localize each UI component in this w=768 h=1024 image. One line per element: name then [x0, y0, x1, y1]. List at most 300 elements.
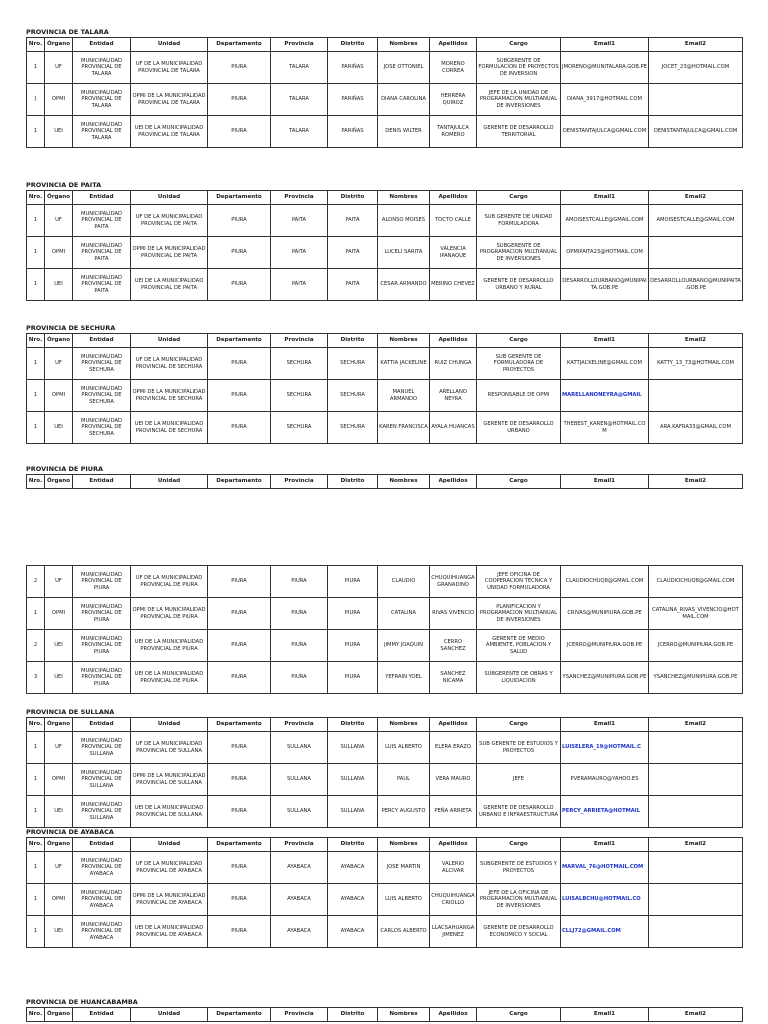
column-header-entidad: Entidad [73, 38, 131, 52]
cell-nro: 1 [27, 52, 45, 84]
column-header-unidad: Unidad [131, 191, 208, 205]
cell-apellidos: MERINO CHEVEZ [430, 269, 477, 301]
column-header-organo: Órgano [45, 475, 73, 489]
column-header-apellidos: Apellidos [430, 475, 477, 489]
cell-unidad: OPMI DE LA MUNICIPALIDAD PROVINCIAL DE TALARA [131, 84, 208, 116]
cell-email2 [649, 796, 743, 828]
cell-cargo: SUB GERENTE DE FORMULADORA DE PROYECTOS [477, 348, 561, 380]
cell-entidad: MUNICIPALIDAD PROVINCIAL DE PAITA [73, 269, 131, 301]
cell-email1: DESARROLLOURBANO@MUNIPAITA.GOB.PE [561, 269, 649, 301]
table-header-row [27, 334, 743, 348]
cell-entidad: MUNICIPALIDAD PROVINCIAL DE SULLANA [73, 732, 131, 764]
table-row [27, 412, 743, 444]
cell-distrito: PARIÑAS [328, 84, 378, 116]
cell-distrito: PIURA [328, 662, 378, 694]
table-row [27, 662, 743, 694]
cell-entidad: MUNICIPALIDAD PROVINCIAL DE SULLANA [73, 796, 131, 828]
column-header-apellidos: Apellidos [430, 191, 477, 205]
cell-distrito: AYABACA [328, 852, 378, 884]
table-header-row [27, 718, 743, 732]
cell-entidad: MUNICIPALIDAD PROVINCIAL DE TALARA [73, 116, 131, 148]
column-header-cargo: Cargo [477, 838, 561, 852]
cell-apellidos: VALENCIA IPANAQUE [430, 237, 477, 269]
column-header-cargo: Cargo [477, 191, 561, 205]
cell-email1: AMOISESTCALLE@GMAIL.COM [561, 205, 649, 237]
cell-unidad: UF DE LA MUNICIPALIDAD PROVINCIAL DE SECHURA [131, 348, 208, 380]
column-header-nombres: Nombres [378, 475, 430, 489]
cell-departamento: PIURA [208, 916, 271, 948]
cell-nro: 2 [27, 630, 45, 662]
column-header-cargo: Cargo [477, 38, 561, 52]
cell-provincia: SECHURA [271, 348, 328, 380]
cell-entidad: MUNICIPALIDAD PROVINCIAL DE PIURA [73, 566, 131, 598]
province-title: PROVINCIA DE PIURA [26, 465, 104, 473]
section-talara [26, 28, 742, 148]
province-title: PROVINCIA DE SULLANA [26, 708, 115, 716]
column-header-provincia: Provincia [271, 718, 328, 732]
cell-email2: YSANCHEZ@MUNIPIURA.GOB.PE [649, 662, 743, 694]
cell-entidad: MUNICIPALIDAD PROVINCIAL DE AYABACA [73, 884, 131, 916]
cell-nombres: ALONSO MOISES [378, 205, 430, 237]
cell-apellidos: TOCTO CALLE [430, 205, 477, 237]
column-header-email2: Email2 [649, 838, 743, 852]
column-header-distrito: Distrito [328, 838, 378, 852]
contacts-table [26, 837, 743, 948]
cell-email1[interactable]: MARELLANONEYRA@GMAIL [561, 380, 649, 412]
cell-unidad: UEI DE LA MUNICIPALIDAD PROVINCIAL DE PIURA [131, 662, 208, 694]
cell-organo: UF [45, 205, 73, 237]
cell-nro: 1 [27, 884, 45, 916]
cell-distrito: SECHURA [328, 348, 378, 380]
province-title: PROVINCIA DE SECHURA [26, 324, 116, 332]
cell-nombres: JOSE OTTONIEL [378, 52, 430, 84]
cell-entidad: MUNICIPALIDAD PROVINCIAL DE SECHURA [73, 380, 131, 412]
cell-cargo: RESPONSABLE DE OPMI [477, 380, 561, 412]
cell-cargo: SUBGERENTE DE ESTUDIOS Y PROYECTOS [477, 852, 561, 884]
section-sechura [26, 324, 742, 444]
cell-provincia: PIURA [271, 662, 328, 694]
column-header-nro: Nro. [27, 334, 45, 348]
cell-nombres: DENIS WILTER [378, 116, 430, 148]
cell-provincia: AYABACA [271, 852, 328, 884]
cell-organo: UEI [45, 796, 73, 828]
section-huancabamba [26, 998, 742, 1022]
column-header-unidad: Unidad [131, 38, 208, 52]
cell-unidad: OPMI DE LA MUNICIPALIDAD PROVINCIAL DE PIURA [131, 598, 208, 630]
cell-email2: KATTY_13_73@HOTMAIL.COM [649, 348, 743, 380]
cell-departamento: PIURA [208, 116, 271, 148]
cell-provincia: PAITA [271, 237, 328, 269]
column-header-apellidos: Apellidos [430, 718, 477, 732]
cell-entidad: MUNICIPALIDAD PROVINCIAL DE PIURA [73, 662, 131, 694]
cell-email1[interactable]: CLLJ72@GMAIL.COM [561, 916, 649, 948]
column-header-provincia: Provincia [271, 38, 328, 52]
column-header-distrito: Distrito [328, 718, 378, 732]
cell-email2 [649, 916, 743, 948]
cell-organo: UF [45, 52, 73, 84]
cell-entidad: MUNICIPALIDAD PROVINCIAL DE SECHURA [73, 412, 131, 444]
cell-nombres: KAREN FRANCISCA [378, 412, 430, 444]
cell-nro: 2 [27, 566, 45, 598]
cell-email2: CLAUDIOCHUQ8@GMAIL.COM [649, 566, 743, 598]
cell-provincia: AYABACA [271, 884, 328, 916]
cell-email1[interactable]: LUISALBCHU@HOTMAIL.CO [561, 884, 649, 916]
column-header-entidad: Entidad [73, 838, 131, 852]
cell-departamento: PIURA [208, 52, 271, 84]
cell-apellidos: MORENO CORREA [430, 52, 477, 84]
column-header-nombres: Nombres [378, 1008, 430, 1022]
table-row [27, 84, 743, 116]
cell-apellidos: RIVAS VIVENCIO [430, 598, 477, 630]
cell-apellidos: HERRERA QUIROZ [430, 84, 477, 116]
contacts-table [26, 190, 743, 301]
cell-organo: UF [45, 566, 73, 598]
cell-email1[interactable]: PERCY_ARRIETA@HOTMAIL [561, 796, 649, 828]
cell-distrito: PAITA [328, 205, 378, 237]
cell-organo: OPMI [45, 764, 73, 796]
table-row [27, 116, 743, 148]
cell-nombres: JOSE MARTIN [378, 852, 430, 884]
cell-apellidos: CHUQUIHUANGA CRIOLLO [430, 884, 477, 916]
contacts-table [26, 37, 743, 148]
cell-entidad: MUNICIPALIDAD PROVINCIAL DE SECHURA [73, 348, 131, 380]
province-title: PROVINCIA DE TALARA [26, 28, 109, 36]
cell-nombres: PAUL [378, 764, 430, 796]
cell-nombres: YEFRAIN YOEL [378, 662, 430, 694]
cell-unidad: UF DE LA MUNICIPALIDAD PROVINCIAL DE PIURA [131, 566, 208, 598]
cell-nombres: LUIS ALBERTO [378, 884, 430, 916]
column-header-email1: Email1 [561, 38, 649, 52]
cell-unidad: UEI DE LA MUNICIPALIDAD PROVINCIAL DE PIURA [131, 630, 208, 662]
cell-email2 [649, 380, 743, 412]
cell-cargo: JEFE DE LA OFICINA DE PROGRAMACION MULTIANUAL DE INVERSIONES [477, 884, 561, 916]
column-header-distrito: Distrito [328, 334, 378, 348]
cell-apellidos: AYALA HUANCAS [430, 412, 477, 444]
section-ayabaca [26, 828, 742, 948]
cell-distrito: SECHURA [328, 380, 378, 412]
cell-organo: OPMI [45, 884, 73, 916]
cell-provincia: PAITA [271, 205, 328, 237]
cell-departamento: PIURA [208, 84, 271, 116]
column-header-email2: Email2 [649, 191, 743, 205]
cell-nombres: MANUEL ARMANDO [378, 380, 430, 412]
column-header-nro: Nro. [27, 475, 45, 489]
column-header-apellidos: Apellidos [430, 838, 477, 852]
column-header-nombres: Nombres [378, 191, 430, 205]
cell-email1: YSANCHEZ@MUNIPIURA.GOB.PE [561, 662, 649, 694]
column-header-nro: Nro. [27, 838, 45, 852]
cell-cargo: JEFE DE LA UNIDAD DE PROGRAMACION MULTIANUAL DE INVERSIONES [477, 84, 561, 116]
cell-provincia: PIURA [271, 598, 328, 630]
column-header-nro: Nro. [27, 1008, 45, 1022]
column-header-apellidos: Apellidos [430, 38, 477, 52]
cell-email2 [649, 764, 743, 796]
column-header-unidad: Unidad [131, 718, 208, 732]
cell-departamento: PIURA [208, 269, 271, 301]
cell-email1[interactable]: LUISELERA_19@HOTMAIL.C [561, 732, 649, 764]
table-row [27, 916, 743, 948]
section-piura [26, 465, 742, 489]
cell-email1: PVERAMAURO@YAHOO.ES [561, 764, 649, 796]
cell-email2: CATALINA_RIVAS_VIVENCIO@HOTMAIL.COM [649, 598, 743, 630]
table-row [27, 205, 743, 237]
column-header-organo: Órgano [45, 838, 73, 852]
column-header-departamento: Departamento [208, 1008, 271, 1022]
column-header-email1: Email1 [561, 191, 649, 205]
cell-nro: 1 [27, 916, 45, 948]
cell-provincia: PIURA [271, 566, 328, 598]
cell-entidad: MUNICIPALIDAD PROVINCIAL DE TALARA [73, 84, 131, 116]
cell-nro: 1 [27, 598, 45, 630]
table-row [27, 852, 743, 884]
cell-email2 [649, 84, 743, 116]
table-header-row [27, 475, 743, 489]
cell-departamento: PIURA [208, 237, 271, 269]
cell-unidad: UF DE LA MUNICIPALIDAD PROVINCIAL DE TALARA [131, 52, 208, 84]
cell-email2: JOCET_23@HOTMAIL.COM [649, 52, 743, 84]
table-row [27, 598, 743, 630]
cell-departamento: PIURA [208, 662, 271, 694]
cell-cargo: SUBGERENTE DE OBRAS Y LIQUIDACION [477, 662, 561, 694]
cell-provincia: SULLANA [271, 732, 328, 764]
column-header-email2: Email2 [649, 38, 743, 52]
cell-nro: 1 [27, 205, 45, 237]
cell-departamento: PIURA [208, 852, 271, 884]
table-row [27, 269, 743, 301]
cell-distrito: PIURA [328, 630, 378, 662]
cell-organo: OPMI [45, 380, 73, 412]
cell-entidad: MUNICIPALIDAD PROVINCIAL DE PAITA [73, 237, 131, 269]
table-row [27, 732, 743, 764]
cell-unidad: OPMI DE LA MUNICIPALIDAD PROVINCIAL DE SULLANA [131, 764, 208, 796]
cell-nombres: DIANA CAROLINA [378, 84, 430, 116]
column-header-organo: Órgano [45, 334, 73, 348]
cell-apellidos: CHUQUIHUANGA GRANADINO [430, 566, 477, 598]
cell-unidad: UF DE LA MUNICIPALIDAD PROVINCIAL DE SULLANA [131, 732, 208, 764]
cell-distrito: AYABACA [328, 884, 378, 916]
cell-nro: 1 [27, 412, 45, 444]
cell-nro: 1 [27, 380, 45, 412]
cell-entidad: MUNICIPALIDAD PROVINCIAL DE TALARA [73, 52, 131, 84]
column-header-distrito: Distrito [328, 475, 378, 489]
table-row [27, 796, 743, 828]
cell-nro: 1 [27, 852, 45, 884]
cell-departamento: PIURA [208, 348, 271, 380]
cell-unidad: OPMI DE LA MUNICIPALIDAD PROVINCIAL DE SECHURA [131, 380, 208, 412]
column-header-unidad: Unidad [131, 838, 208, 852]
cell-apellidos: PEÑA ARRIETA [430, 796, 477, 828]
column-header-provincia: Provincia [271, 838, 328, 852]
column-header-email2: Email2 [649, 1008, 743, 1022]
cell-email1: DENISTANTAJULCA@GMAIL.COM [561, 116, 649, 148]
table-header-row [27, 1008, 743, 1022]
cell-email2 [649, 732, 743, 764]
column-header-entidad: Entidad [73, 191, 131, 205]
cell-organo: UEI [45, 269, 73, 301]
table-row [27, 884, 743, 916]
cell-unidad: UEI DE LA MUNICIPALIDAD PROVINCIAL DE PAITA [131, 269, 208, 301]
cell-email2: DESARROLLOURBANO@MUNIPAITA.GOB.PE [649, 269, 743, 301]
cell-nro: 1 [27, 764, 45, 796]
cell-provincia: TALARA [271, 84, 328, 116]
column-header-email2: Email2 [649, 334, 743, 348]
column-header-email1: Email1 [561, 718, 649, 732]
cell-nro: 1 [27, 269, 45, 301]
cell-provincia: PAITA [271, 269, 328, 301]
cell-entidad: MUNICIPALIDAD PROVINCIAL DE SULLANA [73, 764, 131, 796]
cell-email1: CLAUDIOCHUQ8@GMAIL.COM [561, 566, 649, 598]
column-header-departamento: Departamento [208, 475, 271, 489]
cell-cargo: SUB GERENTE DE UNIDAD FORMULADORA [477, 205, 561, 237]
province-title: PROVINCIA DE HUANCABAMBA [26, 998, 138, 1006]
table-row [27, 52, 743, 84]
cell-unidad: UF DE LA MUNICIPALIDAD PROVINCIAL DE AYABACA [131, 852, 208, 884]
column-header-departamento: Departamento [208, 38, 271, 52]
cell-unidad: UF DE LA MUNICIPALIDAD PROVINCIAL DE PAITA [131, 205, 208, 237]
column-header-email1: Email1 [561, 334, 649, 348]
cell-entidad: MUNICIPALIDAD PROVINCIAL DE PIURA [73, 630, 131, 662]
column-header-organo: Órgano [45, 191, 73, 205]
cell-nombres: LUCELI SARITA [378, 237, 430, 269]
column-header-cargo: Cargo [477, 1008, 561, 1022]
cell-organo: UF [45, 348, 73, 380]
cell-email2: DENISTANTAJULCA@GMAIL.COM [649, 116, 743, 148]
table-header-row [27, 191, 743, 205]
column-header-nombres: Nombres [378, 334, 430, 348]
table-row [27, 348, 743, 380]
cell-nro: 1 [27, 796, 45, 828]
cell-departamento: PIURA [208, 412, 271, 444]
cell-provincia: TALARA [271, 116, 328, 148]
column-header-provincia: Provincia [271, 191, 328, 205]
cell-apellidos: VALERIO ALCIVAR [430, 852, 477, 884]
cell-cargo: SUB GERENTE DE ESTUDIOS Y PROYECTOS [477, 732, 561, 764]
cell-email1: OPMIPAITA23@HOTMAIL.COM [561, 237, 649, 269]
cell-email1: KATTJACKELINE@GMAIL.COM [561, 348, 649, 380]
cell-distrito: SULLANA [328, 796, 378, 828]
cell-departamento: PIURA [208, 380, 271, 412]
cell-unidad: UEI DE LA MUNICIPALIDAD PROVINCIAL DE SULLANA [131, 796, 208, 828]
column-header-cargo: Cargo [477, 475, 561, 489]
column-header-organo: Órgano [45, 718, 73, 732]
section-piura-continued [26, 565, 742, 694]
table-row [27, 237, 743, 269]
table-header-row [27, 838, 743, 852]
column-header-unidad: Unidad [131, 1008, 208, 1022]
column-header-nombres: Nombres [378, 38, 430, 52]
cell-nombres: KATTIA JACKELINE [378, 348, 430, 380]
cell-apellidos: ELERA ERAZO [430, 732, 477, 764]
cell-email1: DIANA_3917@HOTMAIL.COM [561, 84, 649, 116]
cell-departamento: PIURA [208, 764, 271, 796]
cell-departamento: PIURA [208, 884, 271, 916]
cell-cargo: GERENTE DE MEDIO AMBIENTE, POBLACION Y SALUD [477, 630, 561, 662]
cell-email1: THEBEST_KAREN@HOTMAIL.COM [561, 412, 649, 444]
column-header-nro: Nro. [27, 718, 45, 732]
cell-cargo: GERENTE DE DESARROLLO URBANO [477, 412, 561, 444]
column-header-entidad: Entidad [73, 334, 131, 348]
cell-organo: OPMI [45, 84, 73, 116]
table-row [27, 630, 743, 662]
column-header-departamento: Departamento [208, 838, 271, 852]
cell-entidad: MUNICIPALIDAD PROVINCIAL DE PAITA [73, 205, 131, 237]
cell-cargo: PLANIFICACION Y PROGRAMACION MULTIANUAL DE INVERSIONES [477, 598, 561, 630]
table-row [27, 380, 743, 412]
cell-departamento: PIURA [208, 598, 271, 630]
cell-email2 [649, 852, 743, 884]
cell-email1: JMORENO@MUNITALARA.GOB.PE [561, 52, 649, 84]
cell-distrito: PIURA [328, 566, 378, 598]
cell-nro: 3 [27, 662, 45, 694]
cell-email2: AMOISESTCALLE@GMAIL.COM [649, 205, 743, 237]
cell-cargo: GERENTE DE DESARROLLO ECONOMICO Y SOCIAL [477, 916, 561, 948]
column-header-entidad: Entidad [73, 475, 131, 489]
column-header-entidad: Entidad [73, 1008, 131, 1022]
cell-provincia: AYABACA [271, 916, 328, 948]
cell-email1: JCERRO@MUNIPIURA.GOB.PE [561, 630, 649, 662]
cell-cargo: GERENTE DE DESARROLLO TERRITORIAL [477, 116, 561, 148]
cell-unidad: UEI DE LA MUNICIPALIDAD PROVINCIAL DE AYABACA [131, 916, 208, 948]
column-header-nombres: Nombres [378, 838, 430, 852]
cell-distrito: SULLANA [328, 732, 378, 764]
cell-cargo: SUBGERENTE DE PROGRAMACION MULTIANUAL DE INVERSIONES [477, 237, 561, 269]
cell-distrito: PARIÑAS [328, 116, 378, 148]
column-header-distrito: Distrito [328, 191, 378, 205]
column-header-departamento: Departamento [208, 191, 271, 205]
province-title: PROVINCIA DE AYABACA [26, 828, 114, 836]
cell-nombres: PERCY AUGUSTO [378, 796, 430, 828]
cell-departamento: PIURA [208, 732, 271, 764]
cell-cargo: JEFE [477, 764, 561, 796]
column-header-organo: Órgano [45, 38, 73, 52]
column-header-provincia: Provincia [271, 475, 328, 489]
cell-organo: UEI [45, 412, 73, 444]
contacts-table [26, 474, 743, 489]
contacts-table [26, 1007, 743, 1022]
cell-departamento: PIURA [208, 205, 271, 237]
column-header-email1: Email1 [561, 475, 649, 489]
column-header-distrito: Distrito [328, 38, 378, 52]
cell-nombres: CESAR ARMANDO [378, 269, 430, 301]
column-header-unidad: Unidad [131, 334, 208, 348]
province-title: PROVINCIA DE PAITA [26, 181, 102, 189]
cell-email1[interactable]: MARVAL_76@HOTMAIL.COM [561, 852, 649, 884]
cell-unidad: UEI DE LA MUNICIPALIDAD PROVINCIAL DE SECHURA [131, 412, 208, 444]
cell-nro: 1 [27, 116, 45, 148]
cell-email2 [649, 237, 743, 269]
column-header-provincia: Provincia [271, 1008, 328, 1022]
cell-unidad: OPMI DE LA MUNICIPALIDAD PROVINCIAL DE PAITA [131, 237, 208, 269]
cell-cargo: GERENTE DE DESARROLLO URBANO E INFRAESTRUCTURA [477, 796, 561, 828]
cell-apellidos: TANTAJULCA ROMERO [430, 116, 477, 148]
cell-departamento: PIURA [208, 630, 271, 662]
cell-departamento: PIURA [208, 796, 271, 828]
column-header-entidad: Entidad [73, 718, 131, 732]
cell-cargo: GERENTE DE DESARROLLO URBANO Y RURAL [477, 269, 561, 301]
cell-nro: 1 [27, 348, 45, 380]
cell-provincia: SECHURA [271, 412, 328, 444]
cell-nombres: CARLOS ALBERTO [378, 916, 430, 948]
column-header-email1: Email1 [561, 1008, 649, 1022]
cell-distrito: SULLANA [328, 764, 378, 796]
cell-distrito: PAITA [328, 237, 378, 269]
cell-unidad: UEI DE LA MUNICIPALIDAD PROVINCIAL DE TALARA [131, 116, 208, 148]
cell-nro: 1 [27, 237, 45, 269]
column-header-nro: Nro. [27, 191, 45, 205]
cell-organo: OPMI [45, 598, 73, 630]
cell-provincia: SULLANA [271, 796, 328, 828]
cell-cargo: JEFE OFICINA DE COOPERACION TECNICA Y UNIDAD FORMULADORA [477, 566, 561, 598]
